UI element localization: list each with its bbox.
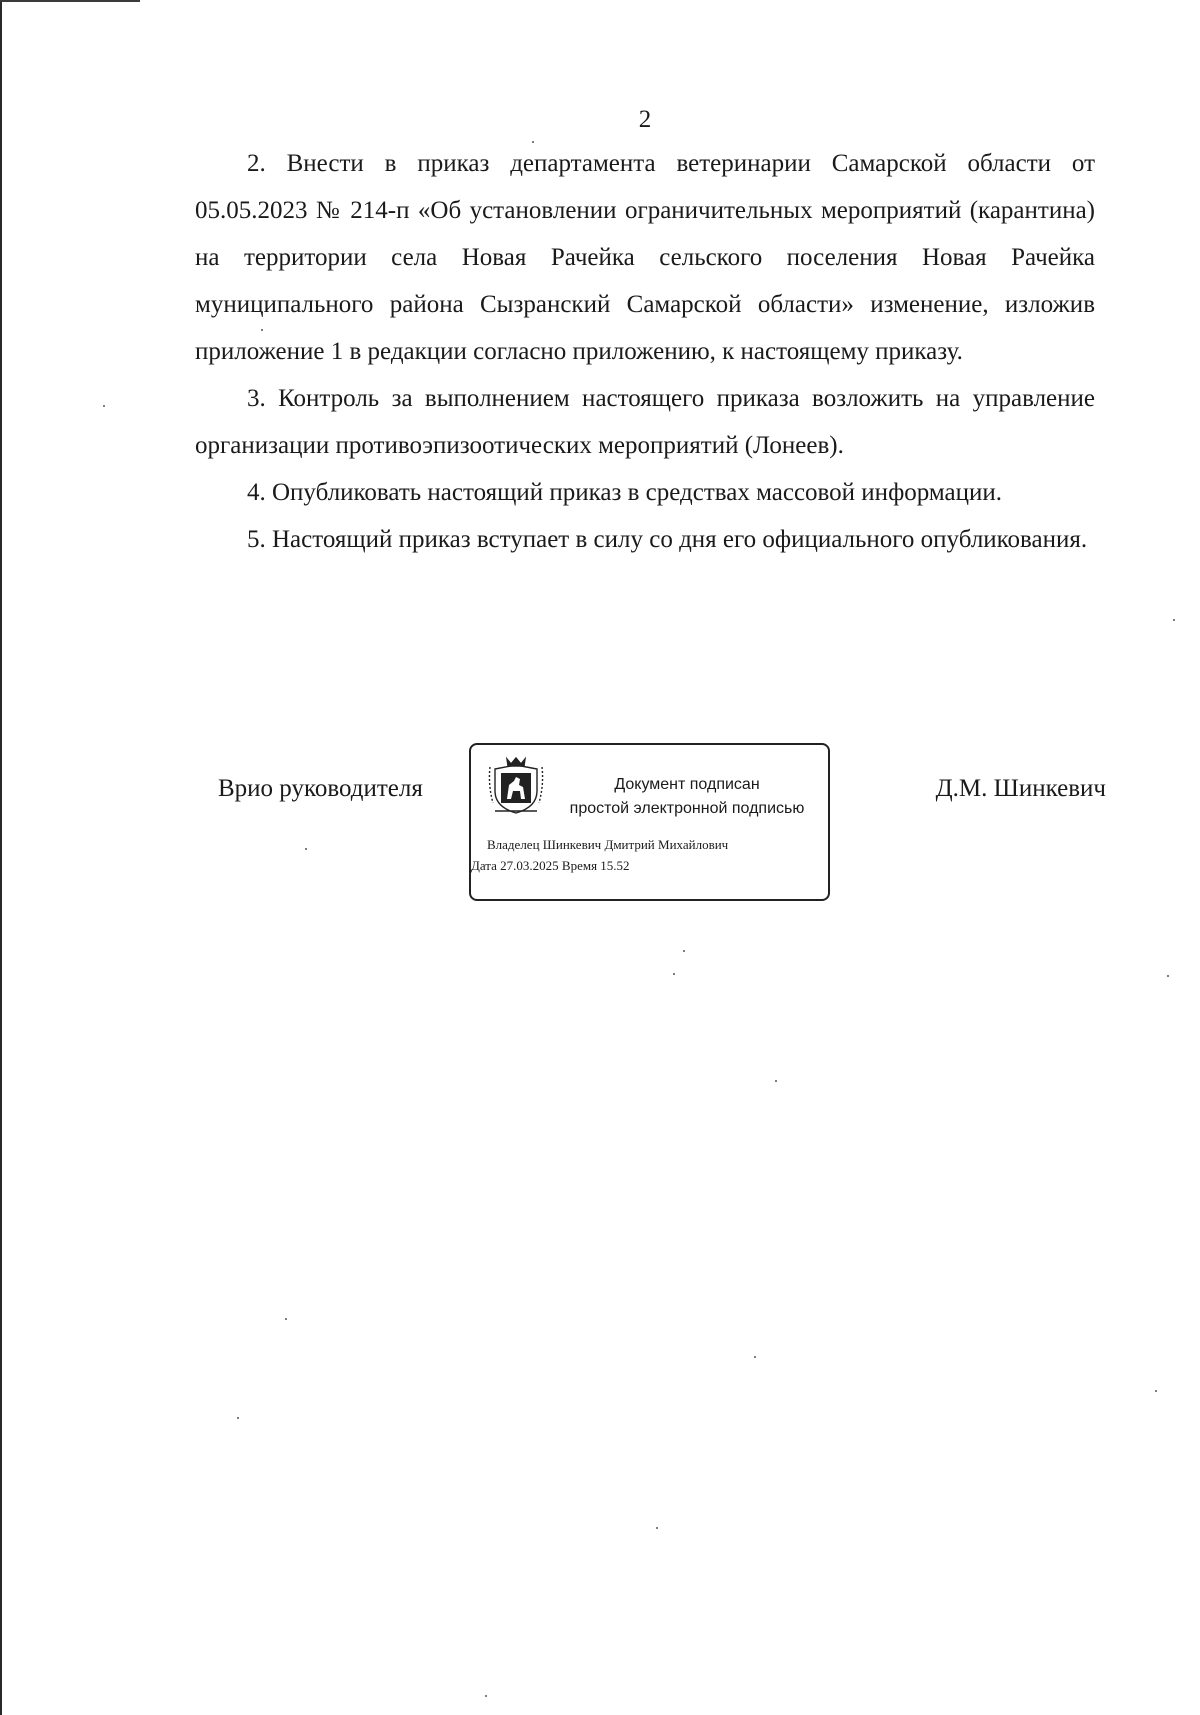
scan-speck [485, 1695, 487, 1697]
scan-speck [103, 405, 105, 407]
scan-speck [237, 1417, 239, 1419]
scan-speck [1155, 1390, 1157, 1392]
scan-speck [754, 1356, 756, 1358]
electronic-signature-stamp [469, 743, 830, 901]
scan-speck [532, 141, 534, 143]
scan-speck [261, 329, 263, 331]
stamp-title [547, 773, 827, 821]
stamp-title-line1: Документ подписан [614, 776, 760, 793]
scan-speck [683, 950, 685, 952]
scan-speck [775, 1080, 777, 1082]
scan-speck [305, 848, 307, 850]
scan-speck [1167, 975, 1169, 977]
document-body [195, 140, 1095, 563]
stamp-date-time: Дата 27.03.2025 Время 15.52 [471, 858, 630, 873]
coat-of-arms-icon [487, 755, 545, 817]
signatory-name: Д.М. Шинкевич [935, 775, 1106, 802]
scan-speck [673, 973, 675, 975]
paragraph-3: 3. Контроль за выполнением настоящего приказа возложить на управление организации противоэпизоотических мероприятий (Лонеев). [195, 385, 1095, 459]
signatory-position: Врио руководителя [218, 775, 423, 802]
scan-speck [1173, 619, 1175, 621]
stamp-title-line2: простой электронной подписью [569, 800, 805, 817]
paragraph-4: 4. Опубликовать настоящий приказ в средствах массовой информации. [247, 479, 1003, 506]
scan-edge-top [0, 0, 140, 2]
scan-speck [656, 1527, 658, 1529]
scan-edge [0, 0, 2, 1715]
stamp-owner: Владелец Шинкевич Дмитрий Михайлович [487, 837, 729, 852]
paragraph-2: 2. Внести в приказ департамента ветеринарии Самарской области от 05.05.2023 № 214-п «Об установлении ограничительных мероприятий (карантина) на территории села Новая Рачейка сельского поселения Новая Рачейка муниципального района Сызранский Самарской области» изменение, изложив приложение 1 в редакции согласно приложению, к настоящему приказу. [195, 150, 1095, 365]
scan-speck [285, 1318, 287, 1320]
page-number: 2 [638, 106, 652, 133]
paragraph-5: 5. Настоящий приказ вступает в силу со дня его официального опубликования. [247, 526, 1088, 553]
